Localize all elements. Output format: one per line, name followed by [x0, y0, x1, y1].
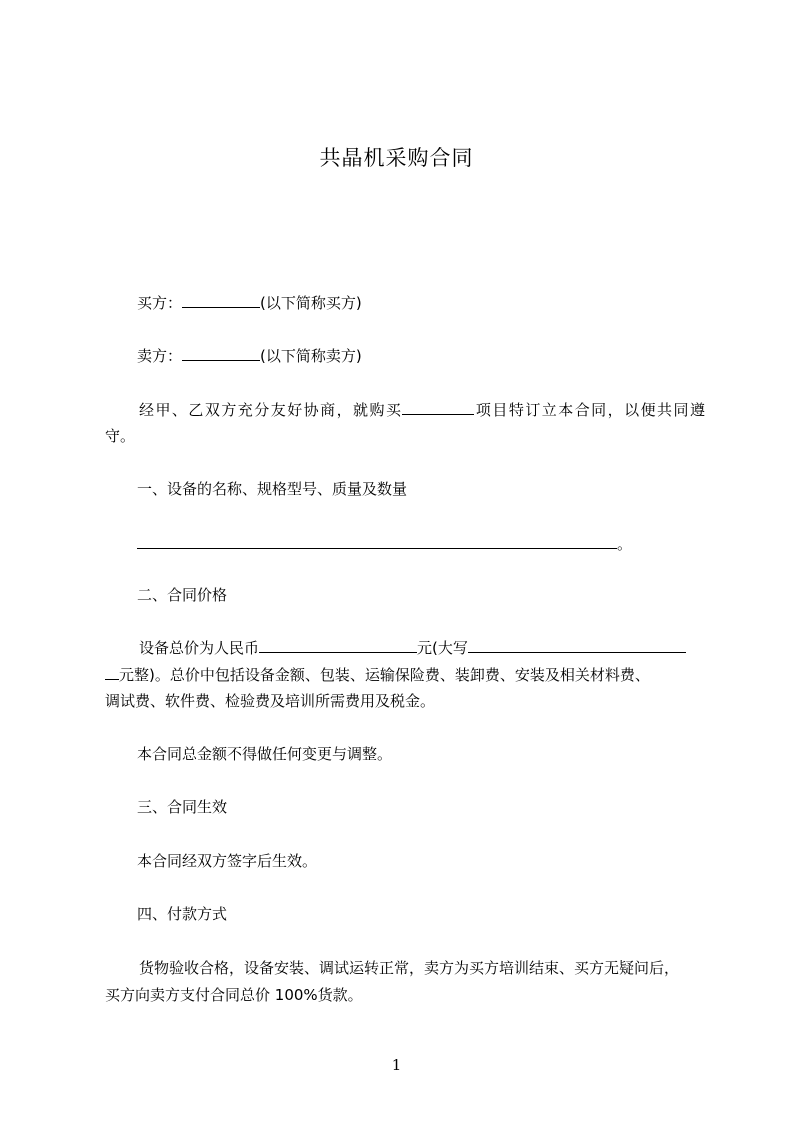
price-amount-blank[interactable]: [259, 637, 417, 653]
price-line-2-text: 元整)。总价中包括设备金额、包装、运输保险费、装卸费、安装及相关材料费、: [119, 666, 650, 684]
price-line-2: [105, 664, 705, 685]
seller-line: [137, 345, 737, 366]
price-fixed-text: 本合同总金额不得做任何变更与调整。: [137, 745, 393, 763]
intro-line-1: [105, 399, 705, 420]
seller-label: 卖方：: [137, 347, 183, 365]
section2-heading: 二、合同价格: [137, 586, 228, 604]
payment-line-2: 买方向卖方支付合同总价 100%货款。: [105, 986, 363, 1004]
price-words-blank[interactable]: [468, 637, 686, 653]
seller-blank[interactable]: [182, 345, 260, 361]
document-title: 共晶机采购合同: [319, 146, 474, 170]
seller-suffix: (以下简称卖方): [260, 347, 362, 365]
buyer-line: [137, 292, 737, 313]
price-line-1: [105, 637, 705, 658]
effective-text: 本合同经双方签字后生效。: [137, 852, 318, 870]
section3-heading: 三、合同生效: [137, 798, 228, 816]
intro-line-2: 守。: [105, 427, 136, 445]
price-mid: 元(大写: [417, 639, 468, 657]
equipment-blank[interactable]: [137, 533, 617, 549]
price-line-3: 调试费、软件费、检验费及培训所需费用及税金。: [105, 692, 436, 710]
equipment-line-end: 。: [617, 535, 633, 553]
buyer-suffix: (以下简称买方): [260, 294, 362, 312]
price-words-blank-cont[interactable]: [105, 664, 119, 680]
payment-line-1: 货物验收合格，设备安装、调试运转正常，卖方为买方培训结束、买方无疑问后，: [139, 959, 680, 977]
buyer-label: 买方：: [137, 294, 183, 312]
buyer-blank[interactable]: [182, 292, 260, 308]
intro-suffix: 项目特订立本合同，以便共同遵: [474, 401, 705, 419]
page-number: 1: [391, 1056, 402, 1074]
intro-prefix: 经甲、乙双方充分友好协商，就购买: [139, 401, 403, 419]
section1-heading: 一、设备的名称、规格型号、质量及数量: [137, 480, 408, 498]
equipment-line: [137, 533, 737, 554]
project-blank[interactable]: [402, 399, 474, 415]
section4-heading: 四、付款方式: [137, 905, 228, 923]
price-prefix: 设备总价为人民币: [139, 639, 260, 657]
